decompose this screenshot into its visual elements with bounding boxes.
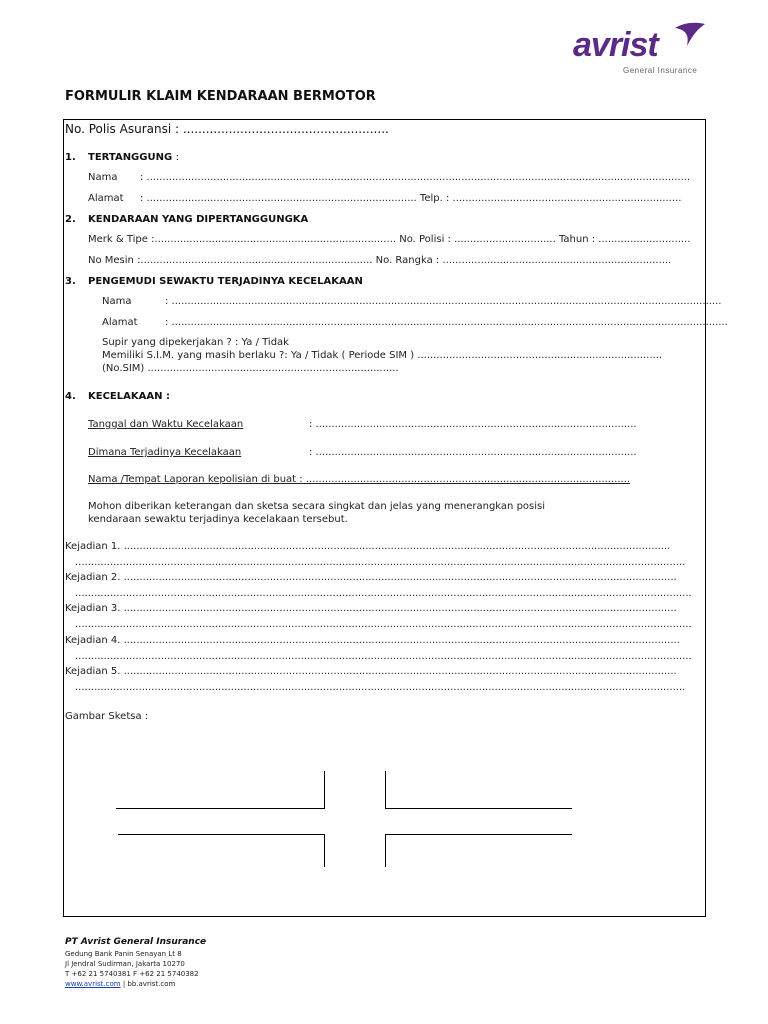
- incident-2-field[interactable]: Kejadian 2. ..............................................................................................................................................................................: [65, 572, 677, 583]
- website-alt: | bb.avrist.com: [120, 980, 176, 988]
- insured-name-field[interactable]: : ...........................................................................................................................................................................: [140, 172, 691, 183]
- accident-datetime-label: Tanggal dan Waktu Kecelakaan: [88, 419, 244, 430]
- section-2-heading: KENDARAAN YANG DIPERTANGGUNGKA: [88, 214, 309, 225]
- driver-address-field[interactable]: : ...............................................................................................................................................................................: [165, 317, 728, 328]
- accident-datetime-field[interactable]: : .....................................................................................................: [309, 419, 637, 430]
- sketch-road-right-bottom: [385, 834, 386, 867]
- employed-driver-question[interactable]: Supir yang dipekerjakan ? : Ya / Tidak: [102, 337, 289, 348]
- instruction-line-1: Mohon diberikan keterangan dan sketsa secara singkat dan jelas yang menerangkan posisi: [88, 501, 546, 512]
- insured-address-field[interactable]: : ..................................................................................... Telp. : ........................................................................: [140, 193, 682, 204]
- incident-5-continuation[interactable]: ................................................................................................................................................................................................: [75, 682, 686, 693]
- form-title: FORMULIR KLAIM KENDARAAN BERMOTOR: [65, 89, 376, 104]
- sketch-road-left-top: [324, 771, 325, 809]
- incident-2-continuation[interactable]: ..................................................................................................................................................................................................: [75, 588, 692, 599]
- footer-phone: T +62 21 5740381 F +62 21 5740382: [65, 970, 199, 978]
- footer-address-2: Jl Jendral Sudirman, Jakarta 10270: [65, 960, 185, 968]
- logo-wordmark: avrist: [573, 26, 658, 64]
- driver-name-label: Nama: [102, 296, 132, 307]
- website-link[interactable]: www.avrist.com: [65, 980, 121, 988]
- avrist-logo: [573, 20, 708, 80]
- license-valid-question[interactable]: Memiliki S.I.M. yang masih berlaku ?: Ya / Tidak ( Periode SIM ) .............................................................................: [102, 350, 663, 361]
- sketch-label: Gambar Sketsa :: [65, 711, 149, 722]
- sketch-road-bottom-right: [385, 834, 572, 835]
- sketch-road-top-right: [385, 808, 572, 809]
- incident-1-field[interactable]: Kejadian 1. ............................................................................................................................................................................: [65, 541, 671, 552]
- footer-address-1: Gedung Bank Panin Senayan Lt 8: [65, 950, 182, 958]
- driver-address-label: Alamat: [102, 317, 138, 328]
- section-3-heading: PENGEMUDI SEWAKTU TERJADINYA KECELAKAAN: [88, 276, 363, 287]
- logo-subtitle: General Insurance: [623, 66, 698, 75]
- section-4-heading: KECELAKAAN :: [88, 391, 170, 402]
- section-1-number: 1.: [65, 152, 76, 163]
- sketch-road-bottom-left: [118, 834, 324, 835]
- insured-name-label: Nama: [88, 172, 118, 183]
- sketch-road-left-bottom: [324, 834, 325, 867]
- incident-4-continuation[interactable]: ..................................................................................................................................................................................................: [75, 651, 692, 662]
- incident-3-field[interactable]: Kejadian 3. ..............................................................................................................................................................................: [65, 603, 677, 614]
- policy-number-field[interactable]: No. Polis Asuransi : ......................................................: [65, 122, 389, 136]
- police-report-field[interactable]: Nama /Tempat Laporan kepolisian di buat : ......................................................................................................: [88, 474, 631, 485]
- logo-swoosh-icon: [673, 20, 707, 48]
- driver-name-field[interactable]: : .............................................................................................................................................................................: [165, 296, 722, 307]
- footer-company: PT Avrist General Insurance: [65, 937, 207, 947]
- section-2-number: 2.: [65, 214, 76, 225]
- accident-location-label: Dimana Terjadinya Kecelakaan: [88, 447, 242, 458]
- incident-1-continuation[interactable]: ................................................................................................................................................................................................: [75, 557, 686, 568]
- vehicle-make-field[interactable]: Merk & Tipe :............................................................................ No. Polisi : ................................ Tahun : .............................: [88, 234, 691, 245]
- insured-address-label: Alamat: [88, 193, 124, 204]
- incident-3-continuation[interactable]: ..................................................................................................................................................................................................: [75, 619, 692, 630]
- section-3-number: 3.: [65, 276, 76, 287]
- section-4-number: 4.: [65, 391, 76, 402]
- accident-location-field[interactable]: : .....................................................................................................: [309, 447, 637, 458]
- instruction-line-2: kendaraan sewaktu terjadinya kecelakaan tersebut.: [88, 514, 348, 525]
- license-number-field[interactable]: (No.SIM) ...............................................................................: [102, 363, 399, 374]
- sketch-road-top-left: [116, 808, 324, 809]
- incident-4-field[interactable]: Kejadian 4. ...............................................................................................................................................................................: [65, 635, 680, 646]
- section-1-heading: TERTANGGUNG :: [88, 152, 180, 163]
- engine-number-field[interactable]: No Mesin :......................................................................... No. Rangka : ........................................................................: [88, 255, 672, 266]
- footer-web: [65, 980, 175, 988]
- sketch-road-right-top: [385, 771, 386, 809]
- incident-5-field[interactable]: Kejadian 5. ..............................................................................................................................................................................: [65, 666, 677, 677]
